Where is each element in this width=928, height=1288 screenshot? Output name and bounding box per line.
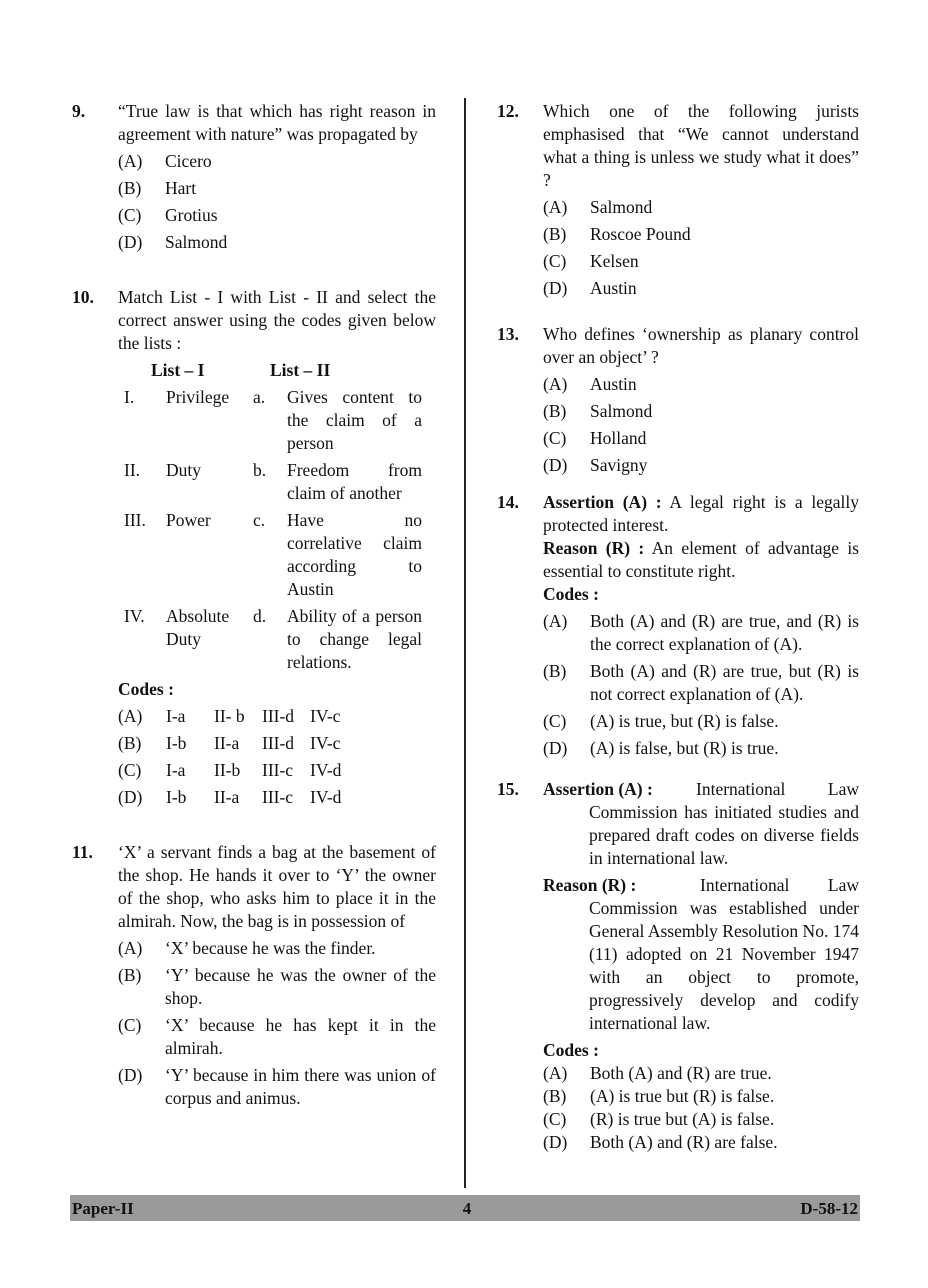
option-d: (D) Savigny [543, 455, 648, 475]
option-d: (D) Both (A) and (R) are false. [543, 1132, 778, 1152]
option-b: (B) ‘Y’ because he was the owner of the shop. [118, 965, 436, 1008]
option-c: (C) ‘X’ because he has kept it in the almirah. [118, 1015, 436, 1058]
option-c: (C) (A) is true, but (R) is false. [543, 711, 779, 731]
option-a: (A) ‘X’ because he was the finder. [118, 938, 376, 958]
question-number: 15. [497, 779, 519, 799]
question-11 [72, 841, 436, 1110]
question-15 [497, 778, 859, 1154]
question-stem: Which one of the following jurists emphasised that “We cannot understand what a thing is unless we study what it does” ? [543, 101, 859, 190]
match-row: III. Power c. Have no correlative claim according to Austin [124, 510, 422, 599]
option-b: (B) Salmond [543, 401, 653, 421]
option-a: (A) Both (A) and (R) are true, and (R) is the correct explanation of (A). [543, 611, 859, 654]
question-stem: ‘X’ a servant finds a bag at the basement of the shop. He hands it over to ‘Y’ the owner of the shop, who asks him to place it in the almirah. Now, the bag is in possession of [118, 842, 436, 931]
code-row-c: (C) I-a II-b III-c IV-d [118, 760, 342, 780]
paper-label: Paper-II [72, 1198, 134, 1218]
question-stem: “True law is that which has right reason in agreement with nature” was propagated by [118, 101, 436, 144]
question-number: 12. [497, 101, 519, 121]
option-d: (D) Salmond [118, 232, 228, 252]
option-a: (A) Cicero [118, 151, 212, 171]
left-column [72, 100, 436, 1110]
match-row: II. Duty b. Freedom from claim of another [124, 460, 422, 503]
reason-label: Reason (R) : [543, 538, 645, 558]
question-number: 9. [72, 101, 86, 121]
list-1-header: List – I [151, 360, 205, 380]
codes-label: Codes : [543, 1040, 599, 1060]
option-a: (A) Salmond [543, 197, 653, 217]
assertion-label: Assertion (A) : [543, 779, 653, 799]
option-c: (C) Grotius [118, 205, 218, 225]
question-10 [72, 286, 436, 809]
question-number: 11. [72, 842, 93, 862]
question-12 [497, 100, 859, 300]
option-d: (D) (A) is false, but (R) is true. [543, 738, 779, 758]
option-b: (B) Roscoe Pound [543, 224, 691, 244]
assertion: Assertion (A) : A legal right is a legally protected interest. [543, 492, 859, 535]
question-14 [497, 491, 859, 760]
option-c: (C) Kelsen [543, 251, 639, 271]
code-row-d: (D) I-b II-a III-c IV-d [118, 787, 342, 807]
assertion-text: International Law Commission has initiated studies and prepared draft codes on diverse fields in international law. [589, 779, 859, 868]
option-c: (C) Holland [543, 428, 647, 448]
option-b: (B) Hart [118, 178, 197, 198]
assertion-label: Assertion (A) : [543, 492, 662, 512]
question-number: 10. [72, 287, 94, 307]
reason: Reason (R) : International Law Commission was established under General Assembly Resolution No. 174 (11) adopted on 21 November 1947 with an object to promote, progressively develop and codify international law. [543, 875, 859, 1033]
right-column [497, 100, 859, 1154]
question-number: 14. [497, 492, 519, 512]
question-stem: Who defines ‘ownership as planary control over an object’ ? [543, 324, 859, 367]
question-9 [72, 100, 436, 254]
reason: Reason (R) : An element of advantage is essential to constitute right. [543, 538, 859, 581]
question-number: 13. [497, 324, 519, 344]
match-row: I. Privilege a. Gives content to the claim of a person [124, 387, 422, 453]
list-2-header: List – II [270, 360, 331, 380]
page-number: 4 [462, 1198, 472, 1218]
match-row: IV. Absolute Duty d. Ability of a person to change legal relations. [124, 606, 422, 672]
codes-label: Codes : [543, 584, 599, 604]
paper-code: D-58-12 [800, 1198, 858, 1218]
column-divider [464, 98, 466, 1188]
option-c: (C) (R) is true but (A) is false. [543, 1109, 775, 1129]
codes-label: Codes : [118, 679, 174, 699]
option-a: (A) Austin [543, 374, 637, 394]
code-row-b: (B) I-b II-a III-d IV-c [118, 733, 341, 753]
question-13 [497, 323, 859, 477]
match-list-header [118, 359, 436, 382]
option-d: (D) ‘Y’ because in him there was union of corpus and animus. [118, 1065, 436, 1108]
question-stem: Match List - I with List - II and select the correct answer using the codes given below the lists : [118, 287, 436, 353]
option-d: (D) Austin [543, 278, 637, 298]
reason-label: Reason (R) : [543, 875, 637, 895]
option-b: (B) Both (A) and (R) are true, but (R) is not correct explanation of (A). [543, 661, 859, 704]
code-row-a: (A) I-a II- b III-d IV-c [118, 706, 341, 726]
option-a: (A) Both (A) and (R) are true. [543, 1063, 772, 1083]
option-b: (B) (A) is true but (R) is false. [543, 1086, 775, 1106]
page-footer [70, 1195, 860, 1221]
